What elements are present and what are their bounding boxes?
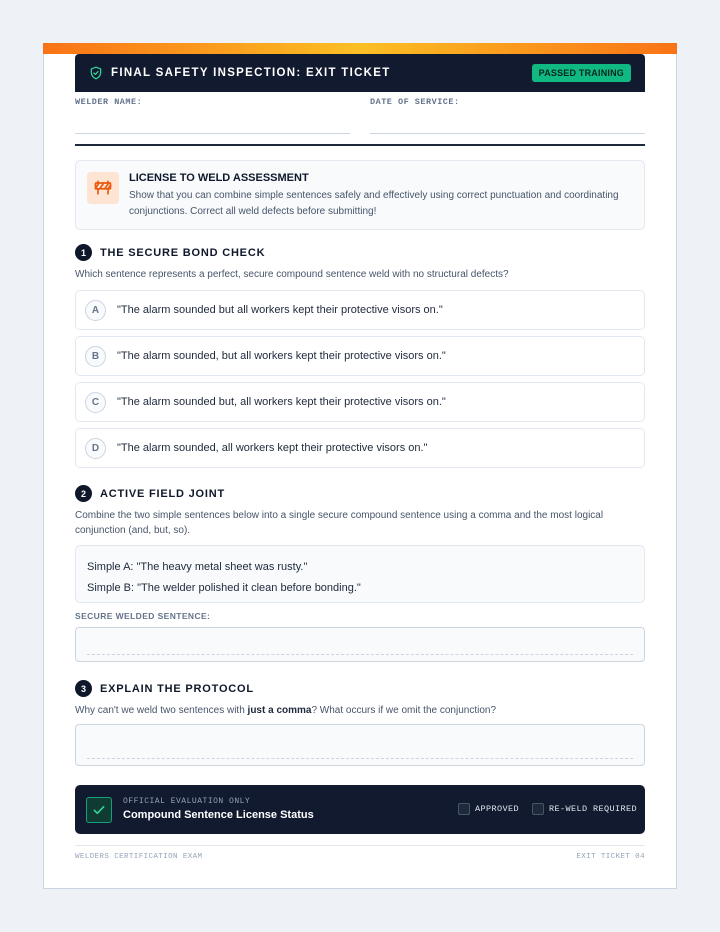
- approved-checkbox[interactable]: [458, 803, 519, 815]
- question-number: 1: [75, 244, 92, 261]
- question-1-prompt: Which sentence represents a perfect, secure compound sentence weld with no structural defects?: [75, 269, 509, 280]
- evaluation-panel: [75, 785, 645, 834]
- ticket-header: [75, 54, 645, 92]
- question-number: 3: [75, 680, 92, 697]
- footer-left: WELDERS CERTIFICATION EXAM: [75, 853, 203, 861]
- footer-right: EXIT TICKET 04: [576, 853, 645, 861]
- option-text: "The alarm sounded but, all workers kept their protective visors on.": [117, 396, 446, 408]
- question-2-prompt: Combine the two simple sentences below into a single secure compound sentence using a comma and the most logical conjunction (and, but, so).: [75, 510, 604, 536]
- simple-sentence-b: Simple B: "The welder polished it clean before bonding.": [87, 582, 361, 594]
- option-text: "The alarm sounded, but all workers kept their protective visors on.": [117, 350, 446, 362]
- option-letter: B: [85, 346, 106, 367]
- option-text: "The alarm sounded, all workers kept their protective visors on.": [117, 442, 428, 454]
- option-text: "The alarm sounded but all workers kept their protective visors on.": [117, 304, 443, 316]
- welded-sentence-input[interactable]: [75, 627, 645, 662]
- check-icon: [86, 797, 112, 823]
- explanation-input[interactable]: [75, 724, 645, 766]
- question-title: ACTIVE FIELD JOINT: [100, 487, 226, 500]
- question-3-header: [75, 680, 254, 697]
- question-title: THE SECURE BOND CHECK: [100, 246, 266, 259]
- page-title: FINAL SAFETY INSPECTION: EXIT TICKET: [111, 67, 391, 79]
- question-1-header: [75, 244, 265, 261]
- prompt-part: Why can't we weld two sentences with: [75, 705, 248, 716]
- option-letter: A: [85, 300, 106, 321]
- assessment-callout: [75, 160, 645, 230]
- welder-name-field[interactable]: [75, 133, 350, 134]
- option-letter: C: [85, 392, 106, 413]
- footer-divider: [75, 845, 645, 846]
- reweld-checkbox[interactable]: [532, 803, 637, 815]
- simple-sentence-a: Simple A: "The heavy metal sheet was rusty.": [87, 561, 308, 573]
- header-divider: [75, 144, 645, 146]
- evaluation-label: OFFICIAL EVALUATION ONLY: [123, 797, 251, 806]
- checkbox-label: RE-WELD REQUIRED: [549, 804, 638, 814]
- evaluation-title: Compound Sentence License Status: [123, 809, 314, 821]
- date-label: DATE OF SERVICE:: [370, 97, 460, 107]
- option-a[interactable]: [75, 290, 645, 330]
- date-field[interactable]: [370, 133, 645, 134]
- checkbox-box[interactable]: [458, 803, 470, 815]
- question-number: 2: [75, 485, 92, 502]
- option-letter: D: [85, 438, 106, 459]
- answer-line: [87, 758, 633, 759]
- checkbox-label: APPROVED: [475, 804, 520, 814]
- checkbox-box[interactable]: [532, 803, 544, 815]
- prompt-emphasis: just a comma: [247, 705, 312, 716]
- callout-title: LICENSE TO WELD ASSESSMENT: [129, 172, 309, 184]
- option-d[interactable]: [75, 428, 645, 468]
- answer-line: [87, 654, 633, 655]
- answer-label: SECURE WELDED SENTENCE:: [75, 611, 211, 621]
- simple-sentences-box: [75, 545, 645, 603]
- option-b[interactable]: [75, 336, 645, 376]
- welder-name-label: WELDER NAME:: [75, 97, 143, 107]
- question-3-prompt: [75, 703, 645, 718]
- barrier-icon: [87, 172, 119, 204]
- prompt-part: ? What occurs if we omit the conjunction?: [311, 705, 496, 716]
- accent-bar: [43, 43, 677, 54]
- callout-description: Show that you can combine simple sentences safely and effectively using correct punctuation and coordinating conjunctions. Correct all weld defects before submitting!: [129, 190, 619, 217]
- question-title: EXPLAIN THE PROTOCOL: [100, 682, 254, 695]
- status-badge: PASSED TRAINING: [532, 64, 631, 82]
- option-c[interactable]: [75, 382, 645, 422]
- question-2-header: [75, 485, 225, 502]
- shield-check-icon: [89, 66, 103, 80]
